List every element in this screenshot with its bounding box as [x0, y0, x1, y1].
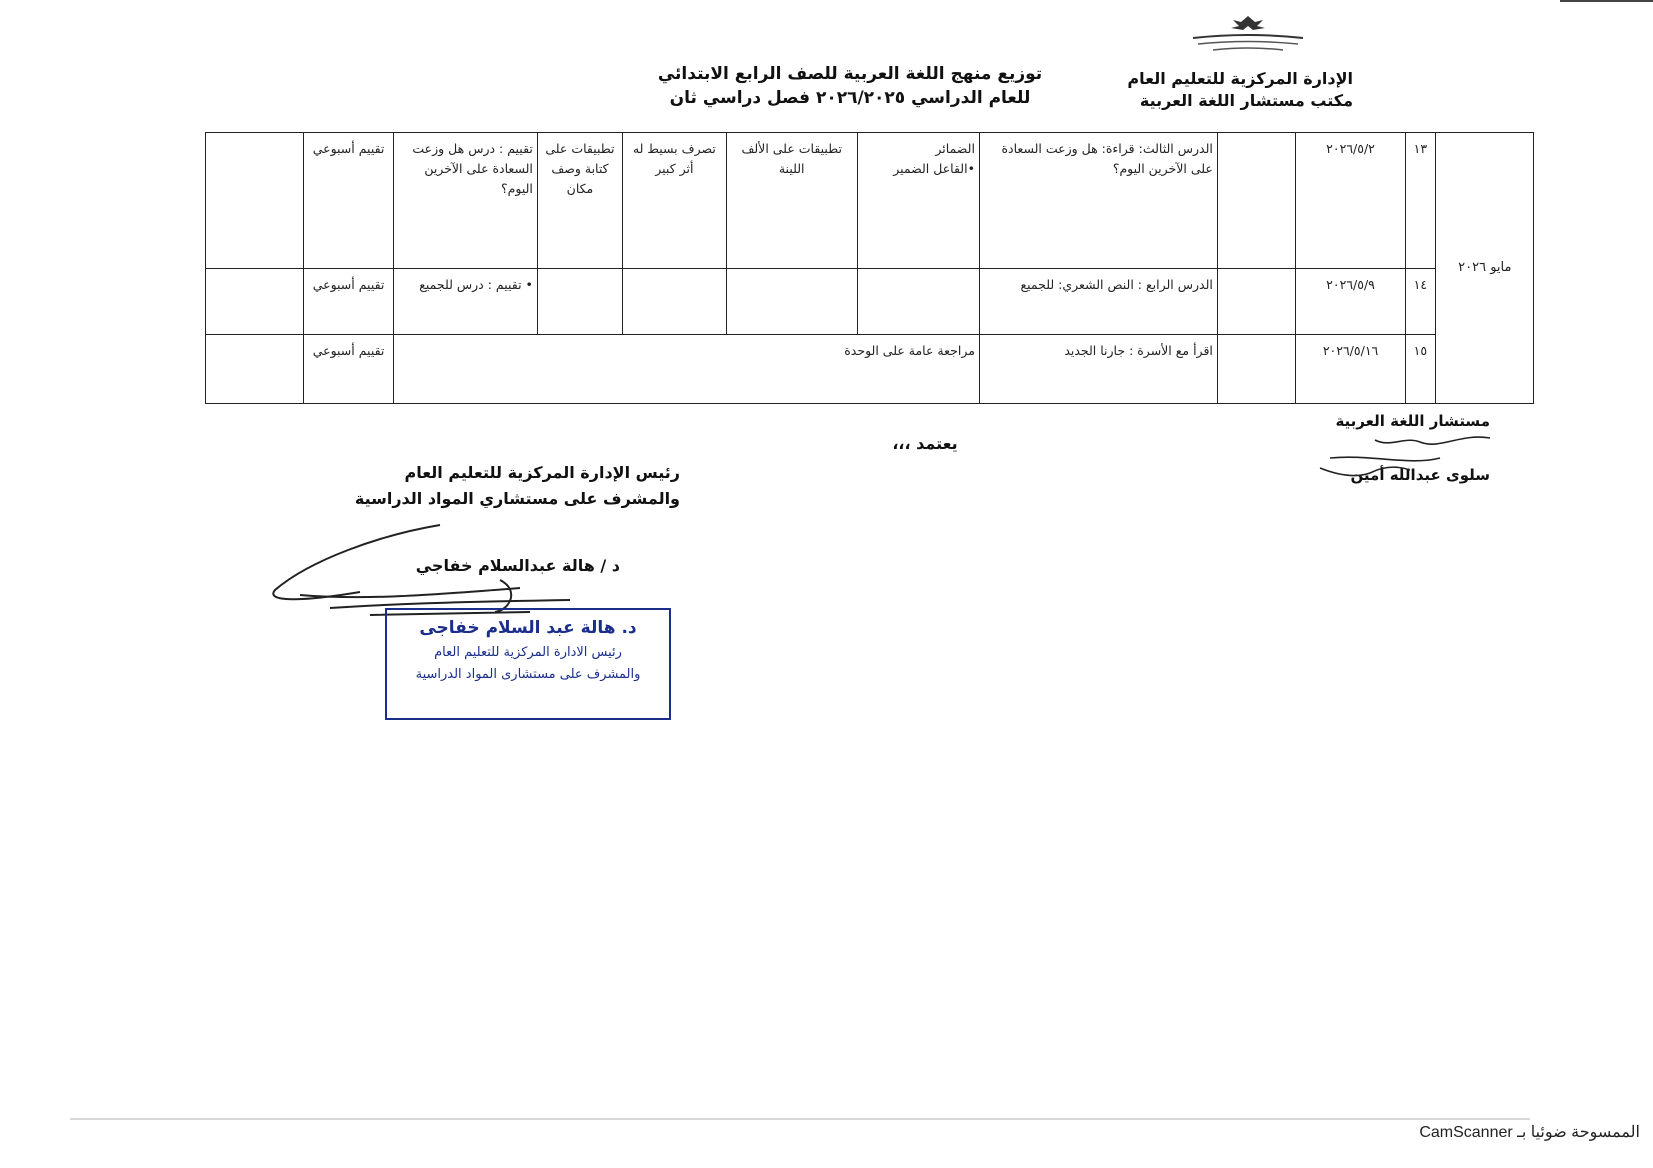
blank-cell [206, 133, 304, 269]
review-cell: مراجعة عامة على الوحدة [393, 334, 979, 403]
week-cell: ١٥ [1405, 334, 1436, 403]
org-line-1: الإدارة المركزية للتعليم العام [1127, 69, 1353, 88]
footer-divider [70, 1118, 1530, 1120]
writing-cell: تطبيقات على كتابة وصف مكان [537, 133, 622, 269]
eagle-emblem-icon [1173, 14, 1323, 54]
assessment-cell: تقييم : درس هل وزعت السعادة على الآخرين اليوم؟ [393, 133, 537, 269]
blank-cell [623, 268, 727, 334]
stamp-line-2: رئيس الادارة المركزية للتعليم العام [434, 645, 622, 660]
table-edge [1534, 133, 1547, 269]
grammar-cell: الضمائر •القاعل الضمير [857, 133, 979, 269]
date-cell: ٢٠٢٦/٥/١٦ [1296, 334, 1405, 403]
scanner-watermark: الممسوحة ضوئيا بـ CamScanner [1419, 1124, 1640, 1141]
blank-cell [857, 268, 979, 334]
lesson-cell: اقرأ مع الأسرة : جارنا الجديد [979, 334, 1217, 403]
table-edge [1534, 334, 1547, 403]
official-stamp [385, 608, 671, 720]
stamp-line-1: د. هالة عبد السلام خفاجى [419, 618, 637, 638]
document-title [640, 62, 1060, 110]
blank-cell [1217, 334, 1296, 403]
approval-label: يعتمد ،،، [892, 434, 958, 453]
blank-cell [537, 268, 622, 334]
head-name: د / هالة عبدالسلام خفاجي [415, 556, 620, 575]
morphology-cell: تصرف بسيط له أثر كبير [623, 133, 727, 269]
head-title-2: والمشرف على مستشاري المواد الدراسية [354, 489, 680, 508]
handwritten-signature-right [1290, 428, 1500, 483]
scan-edge-line [1560, 0, 1653, 2]
title-line-2: للعام الدراسي ٢٠٢٦/٢٠٢٥ فصل دراسي ثان [669, 88, 1031, 108]
consultant-title: مستشار اللغة العربية [1335, 412, 1490, 430]
title-line-1: توزيع منهج اللغة العربية للصف الرابع الابتدائي [657, 64, 1043, 84]
weekly-assessment-cell: تقييم أسبوعي [304, 268, 394, 334]
date-cell: ٢٠٢٦/٥/٢ [1296, 133, 1405, 269]
weekly-assessment-cell: تقييم أسبوعي [304, 334, 394, 403]
blank-cell [1217, 268, 1296, 334]
table-row [206, 268, 1548, 334]
head-title-1: رئيس الإدارة المركزية للتعليم العام [404, 463, 680, 482]
blank-cell [206, 268, 304, 334]
date-cell: ٢٠٢٦/٥/٩ [1296, 268, 1405, 334]
week-cell: ١٣ [1405, 133, 1436, 269]
week-cell: ١٤ [1405, 268, 1436, 334]
month-cell: مايو ٢٠٢٦ [1436, 133, 1534, 404]
head-signature-block [320, 460, 680, 512]
table-row [206, 334, 1548, 403]
org-header [1123, 68, 1353, 112]
blank-cell [206, 334, 304, 403]
lesson-cell: الدرس الثالث: قراءة: هل وزعت السعادة على الآخرين اليوم؟ [979, 133, 1217, 269]
table-edge [1534, 268, 1547, 334]
weekly-assessment-cell: تقييم أسبوعي [304, 133, 394, 269]
blank-cell [726, 268, 857, 334]
spelling-cell: تطبيقات على الألف اللينة [726, 133, 857, 269]
assessment-cell: • تقييم : درس للجميع [393, 268, 537, 334]
table-row [206, 133, 1548, 269]
lesson-cell: الدرس الرابع : النص الشعري: للجميع [979, 268, 1217, 334]
blank-cell [1217, 133, 1296, 269]
stamp-line-3: والمشرف على مستشارى المواد الدراسية [415, 667, 641, 682]
org-line-2: مكتب مستشار اللغة العربية [1139, 91, 1353, 110]
curriculum-table [205, 132, 1547, 404]
consultant-name: سلوى عبدالله أمين [1350, 466, 1490, 484]
